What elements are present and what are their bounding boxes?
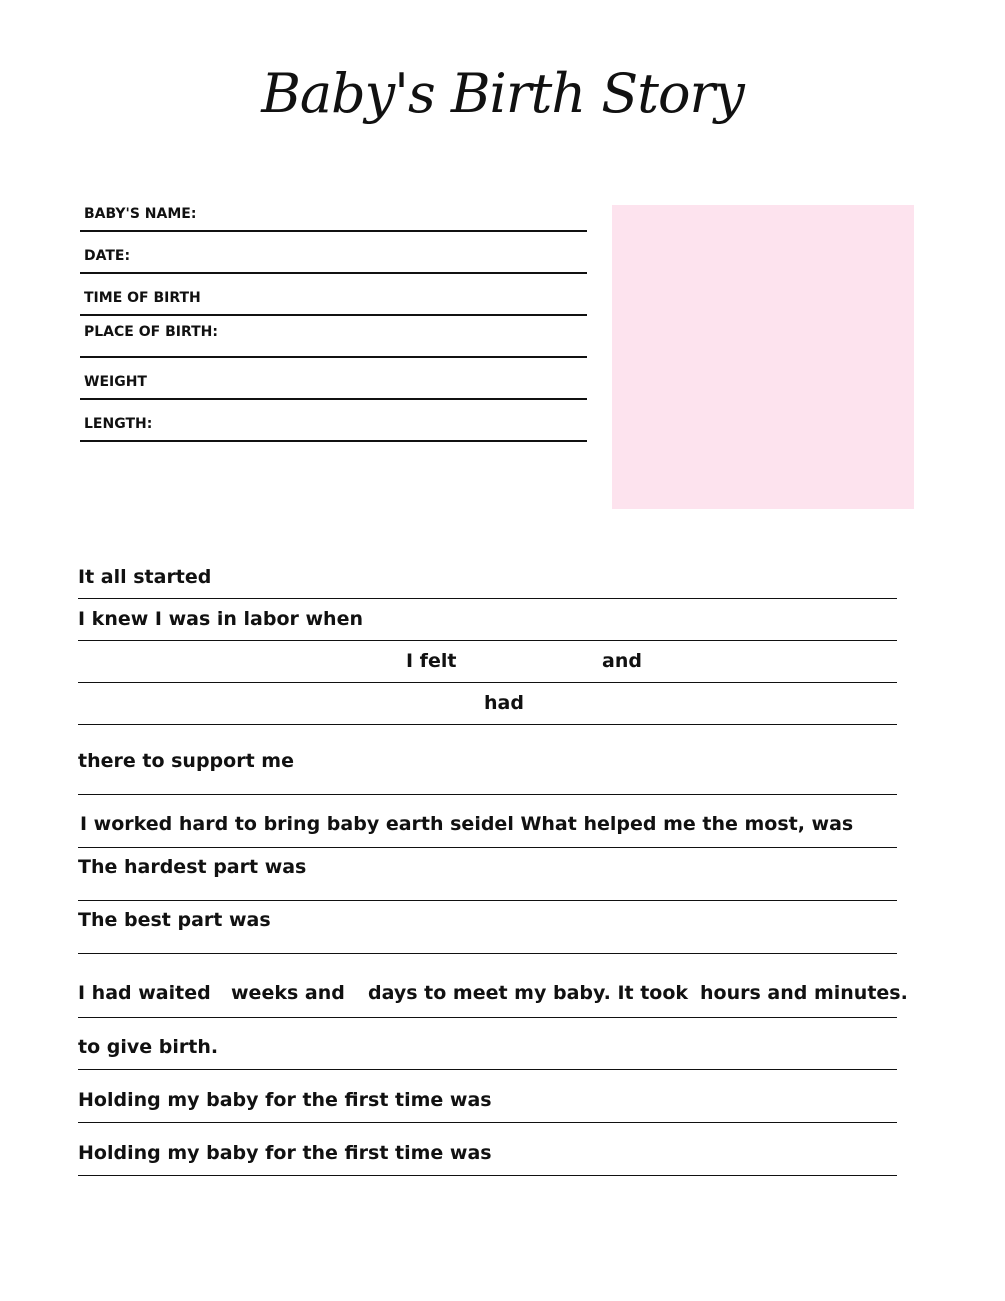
weeks-text: weeks and bbox=[231, 982, 345, 1004]
story-line-give-birth[interactable] bbox=[78, 1030, 897, 1070]
story-line-felt[interactable] bbox=[78, 644, 897, 683]
labor-text: I knew I was in labor when bbox=[78, 608, 363, 630]
length-label: LENGTH: bbox=[84, 416, 153, 432]
weight-label: WEIGHT bbox=[84, 374, 147, 390]
holding-text-2: Holding my baby for the first time was bbox=[78, 1142, 492, 1164]
felt-text: I felt bbox=[406, 650, 457, 672]
date-label: DATE: bbox=[84, 248, 131, 264]
holding-text-1: Holding my baby for the first time was bbox=[78, 1089, 492, 1111]
had-text: had bbox=[484, 692, 524, 714]
story-line-labor[interactable] bbox=[78, 602, 897, 641]
days-text: days to meet my baby. It took bbox=[368, 982, 689, 1004]
time-of-birth-label: TIME OF BIRTH bbox=[84, 290, 201, 306]
story-line-support[interactable] bbox=[78, 744, 897, 795]
support-text: there to support me bbox=[78, 750, 294, 772]
give-birth-text: to give birth. bbox=[78, 1036, 219, 1058]
waited-text: I had waited bbox=[78, 982, 211, 1004]
story-line-worked[interactable] bbox=[78, 808, 897, 848]
worked-text: I worked hard to bring baby earth seidel What helped me the most, was bbox=[80, 813, 854, 835]
best-text: The best part was bbox=[78, 909, 271, 931]
story-line-waited[interactable] bbox=[78, 975, 908, 1018]
date-field[interactable] bbox=[80, 232, 587, 274]
page-title: Baby's Birth Story bbox=[261, 62, 744, 125]
place-of-birth-label: PLACE OF BIRTH: bbox=[84, 324, 218, 340]
hardest-text: The hardest part was bbox=[78, 856, 307, 878]
hours-text: hours and minutes. bbox=[700, 982, 908, 1004]
story-line-holding-2[interactable] bbox=[78, 1136, 897, 1176]
story-line-had[interactable] bbox=[78, 686, 897, 725]
baby-name-field[interactable] bbox=[80, 190, 587, 232]
photo-placeholder bbox=[612, 205, 914, 509]
weight-field[interactable] bbox=[80, 358, 587, 400]
place-of-birth-field[interactable] bbox=[80, 316, 587, 358]
story-line-best[interactable] bbox=[78, 904, 897, 954]
length-field[interactable] bbox=[80, 400, 587, 442]
story-line-started[interactable] bbox=[78, 560, 897, 599]
and-text: and bbox=[602, 650, 642, 672]
baby-name-label: BABY'S NAME: bbox=[84, 206, 197, 222]
story-line-hardest[interactable] bbox=[78, 851, 897, 901]
time-of-birth-field[interactable] bbox=[80, 274, 587, 316]
started-text: It all started bbox=[78, 566, 212, 588]
story-line-holding-1[interactable] bbox=[78, 1083, 897, 1123]
